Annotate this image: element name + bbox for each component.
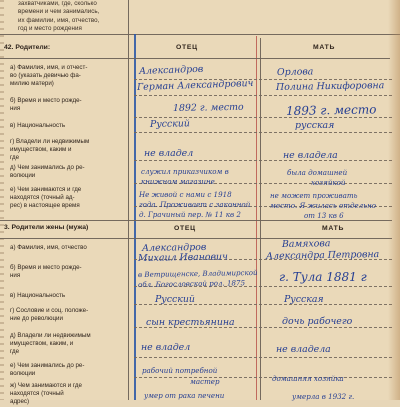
inlaw-mother-birth-handwriting: г. Тула 1881 г [279, 270, 367, 284]
father-property-handwriting: не владел [144, 148, 194, 159]
inlaw-mother-name-handwriting: Александра Петровна [265, 249, 380, 262]
father-before-line-1: служил приказчиком в [141, 167, 229, 176]
section-43-label-birth: б) Время и место рожде- ния [10, 264, 82, 280]
inlaw-father-now-handwriting: умер от рака печени [144, 391, 225, 400]
mother-name-handwriting: Полина Никифоровна [275, 80, 385, 93]
section-43-header-rule [0, 238, 392, 239]
section-42-label-before: д) Чем занимались до ре- волюции [10, 164, 85, 180]
section-43-label-now: ж) Чем занимаются и где находятся (точный адрес) [10, 382, 82, 406]
section-42-title: 42. Родители: [4, 44, 51, 51]
previous-question-line: год и место рождения [18, 24, 82, 32]
inlaw-father-birth-line-1: в Ветрищенске, Владимирской [137, 267, 258, 279]
section-43-top-rule [0, 220, 392, 221]
inlaw-father-birth-line-2: обл. Богословской рол. 1875 [137, 278, 246, 289]
entry-line [134, 357, 392, 358]
father-now-line-3: д. Грачиный пер. № 11 кв 2 [139, 210, 241, 219]
inlaw-father-before-line-2: мастер [190, 377, 220, 386]
mother-nationality-handwriting: русская [295, 120, 335, 131]
inlaw-father-surname-handwriting: Александров [141, 241, 207, 254]
section-43-title: 3. Родители жены (мужа) [4, 224, 89, 231]
section-42-label-property: г) Владели ли недвижимым имуществом, каким и где [10, 138, 90, 162]
mother-property-handwriting: не владела [283, 150, 338, 161]
inlaw-father-before-line-1: рабочий потребной [142, 366, 218, 375]
section-42-label-nationality: в) Национальность [10, 122, 66, 129]
section-43-mother-heading: МАТЬ [322, 225, 345, 232]
father-before-line-2: книжном магазине [141, 177, 215, 186]
section-42-mother-heading: МАТЬ [313, 44, 336, 51]
mother-now-line-1: не может проживать [270, 191, 358, 200]
inlaw-mother-surname-handwriting: Вамяхова [281, 238, 331, 250]
father-now-line-1: Не живой с нами с 1918 [139, 190, 232, 199]
inlaw-father-property-handwriting: не владел [141, 342, 191, 353]
father-nationality-handwriting: Русский [149, 118, 191, 130]
section-43-label-name: а) Фамилия, имя, отчество [10, 244, 87, 251]
section-42-label-birth: б) Время и место рожде- ния [10, 97, 82, 113]
section-42-header-rule [0, 58, 390, 59]
previous-question-line: времени и чем занимались, [18, 8, 100, 16]
inlaw-father-name-handwriting: Михаил Иванович [137, 251, 228, 264]
inlaw-mother-now-handwriting: умерла в 1932 г. [292, 392, 355, 401]
label-column-line [128, 0, 129, 400]
section-42-father-heading: ОТЕЦ [176, 44, 198, 51]
section-42-label-name: а) Фамилия, имя, и отчест- во (указать девичью фа- милию матери) [10, 64, 88, 88]
inlaw-father-nationality-handwriting: Русский [155, 294, 195, 305]
inlaw-mother-nationality-handwriting: Русская [284, 294, 324, 305]
section-43-label-nationality: в) Национальность [10, 292, 66, 299]
paper-edge-shadow [388, 0, 400, 400]
inlaw-mother-class-handwriting: дочь рабочего [282, 316, 353, 327]
section-42-label-now: е) Чем занимаются и где находятся (точный ад- рес) в настоящее время [10, 186, 82, 210]
entry-line [134, 160, 392, 161]
previous-question-line: их фамилии, имя, отчество, [18, 16, 100, 24]
section-43-label-class: г) Сословие и соц. положе- ние до революции [10, 307, 89, 323]
red-margin-line [256, 36, 257, 400]
mother-now-line-3: от 13 кв 6 [304, 211, 344, 220]
previous-question-text [18, 0, 128, 33]
entry-line [134, 132, 392, 133]
mother-surname-handwriting: Орлова [276, 66, 314, 78]
father-birth-handwriting: 1892 г. место [172, 101, 244, 114]
father-name-handwriting: Герман Александрович [136, 77, 254, 93]
entry-line [134, 95, 392, 96]
previous-question-line: захватчиками, где, сколько [18, 0, 97, 7]
section-43-father-heading: ОТЕЦ [174, 225, 196, 232]
binding-marks [0, 0, 4, 400]
top-rule [0, 34, 400, 35]
father-surname-handwriting: Александров [138, 63, 204, 77]
inlaw-mother-before-handwriting: домашняя хозяйка [272, 374, 344, 383]
mother-before-line-2: хозяйкой [311, 178, 346, 187]
inlaw-father-class-handwriting: сын крестьянина [146, 317, 235, 328]
blue-margin-line [134, 34, 136, 400]
mother-now-line-2: место. Я жилась отдельно [270, 201, 377, 210]
mother-before-line-1: была домашней [287, 168, 348, 177]
parent-column-line [260, 38, 261, 400]
section-43-label-property: д) Владели ли недвижимым имуществом, каким, и где [10, 332, 91, 356]
inlaw-mother-property-handwriting: не владела [276, 344, 331, 355]
father-now-line-2: года. Проживает с законной [139, 200, 251, 209]
mother-birth-handwriting: 1893 г. место [285, 102, 377, 118]
entry-line [134, 377, 392, 378]
section-43-label-before: е) Чем занимались до ре- волюции [10, 362, 85, 378]
